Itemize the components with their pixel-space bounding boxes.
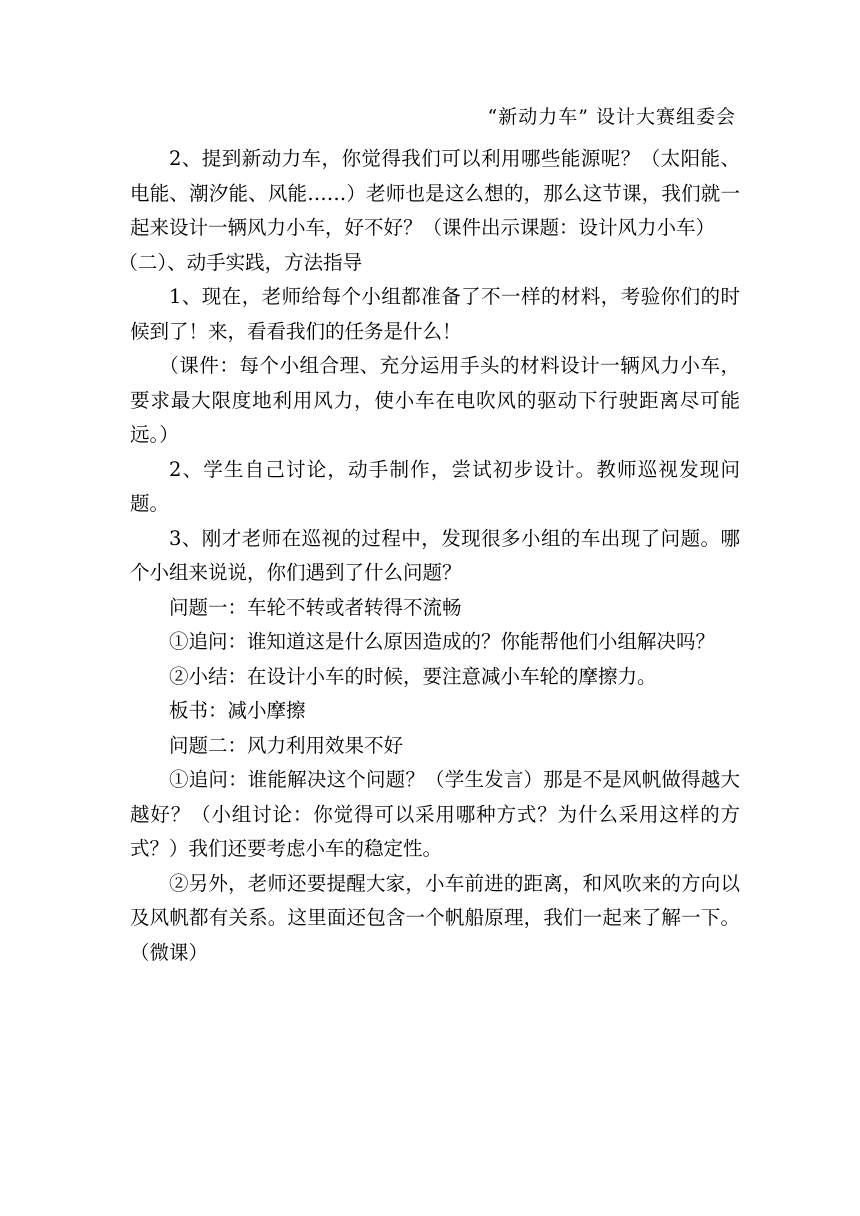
organizer-line: “新动力车” 设计大赛组委会 [487,106,736,128]
paragraph-problems-found: 3、刚才老师在巡视的过程中，发现很多小组的车出现了问题。哪个小组来说说，你们遇到了什么问题？ [130,526,740,584]
document-body [118,142,740,970]
problem-one-summary: ②小结：在设计小车的时候，要注意减小车轮的摩擦力。 [169,664,657,688]
problem-two: 问题二：风力利用效果不好 [169,733,404,757]
problem-one-followup: ①追问：谁知道这是什么原因造成的？你能帮他们小组解决吗？ [169,630,716,653]
paragraph-task-courseware: （课件：每个小组合理、充分运用手头的材料设计一辆风力小车，要求最大限度地利用风力，使小车在电吹风的驱动下行驶距离尽可能远。） [130,354,740,446]
blackboard-note: 板书：减小摩擦 [169,699,306,722]
paragraph-materials: 1、现在，老师给每个小组都准备了不一样的材料，考验你们的时候到了！来，看看我们的任务是什么！ [130,285,740,343]
paragraph-student-design: 2、学生自己讨论，动手制作，尝试初步设计。教师巡视发现问题。 [130,457,740,515]
section-heading-practice: （二）、动手实践，方法指导 [118,250,363,274]
paragraph-energy-question: 2、提到新动力车，你觉得我们可以利用哪些能源呢？（太阳能、电能、潮汐能、风能……）老师也是这么想的，那么这节课，我们就一起来设计一辆风力小车，好不好？（课件出示课题：设计风力小车） [130,147,740,239]
problem-two-reminder: ②另外，老师还要提醒大家，小车前进的距离，和风吹来的方向以及风帆都有关系。这里面还包含一个帆船原理，我们一起来了解一下。（微课） [130,871,740,964]
problem-two-followup: ①追问：谁能解决这个问题？（学生发言）那是不是风帆做得越大越好？（小组讨论：你觉得可以采用哪种方式？为什么采用这样的方式？）我们还要考虑小车的稳定性。 [130,768,740,860]
problem-one: 问题一：车轮不转或者转得不流畅 [169,595,462,619]
